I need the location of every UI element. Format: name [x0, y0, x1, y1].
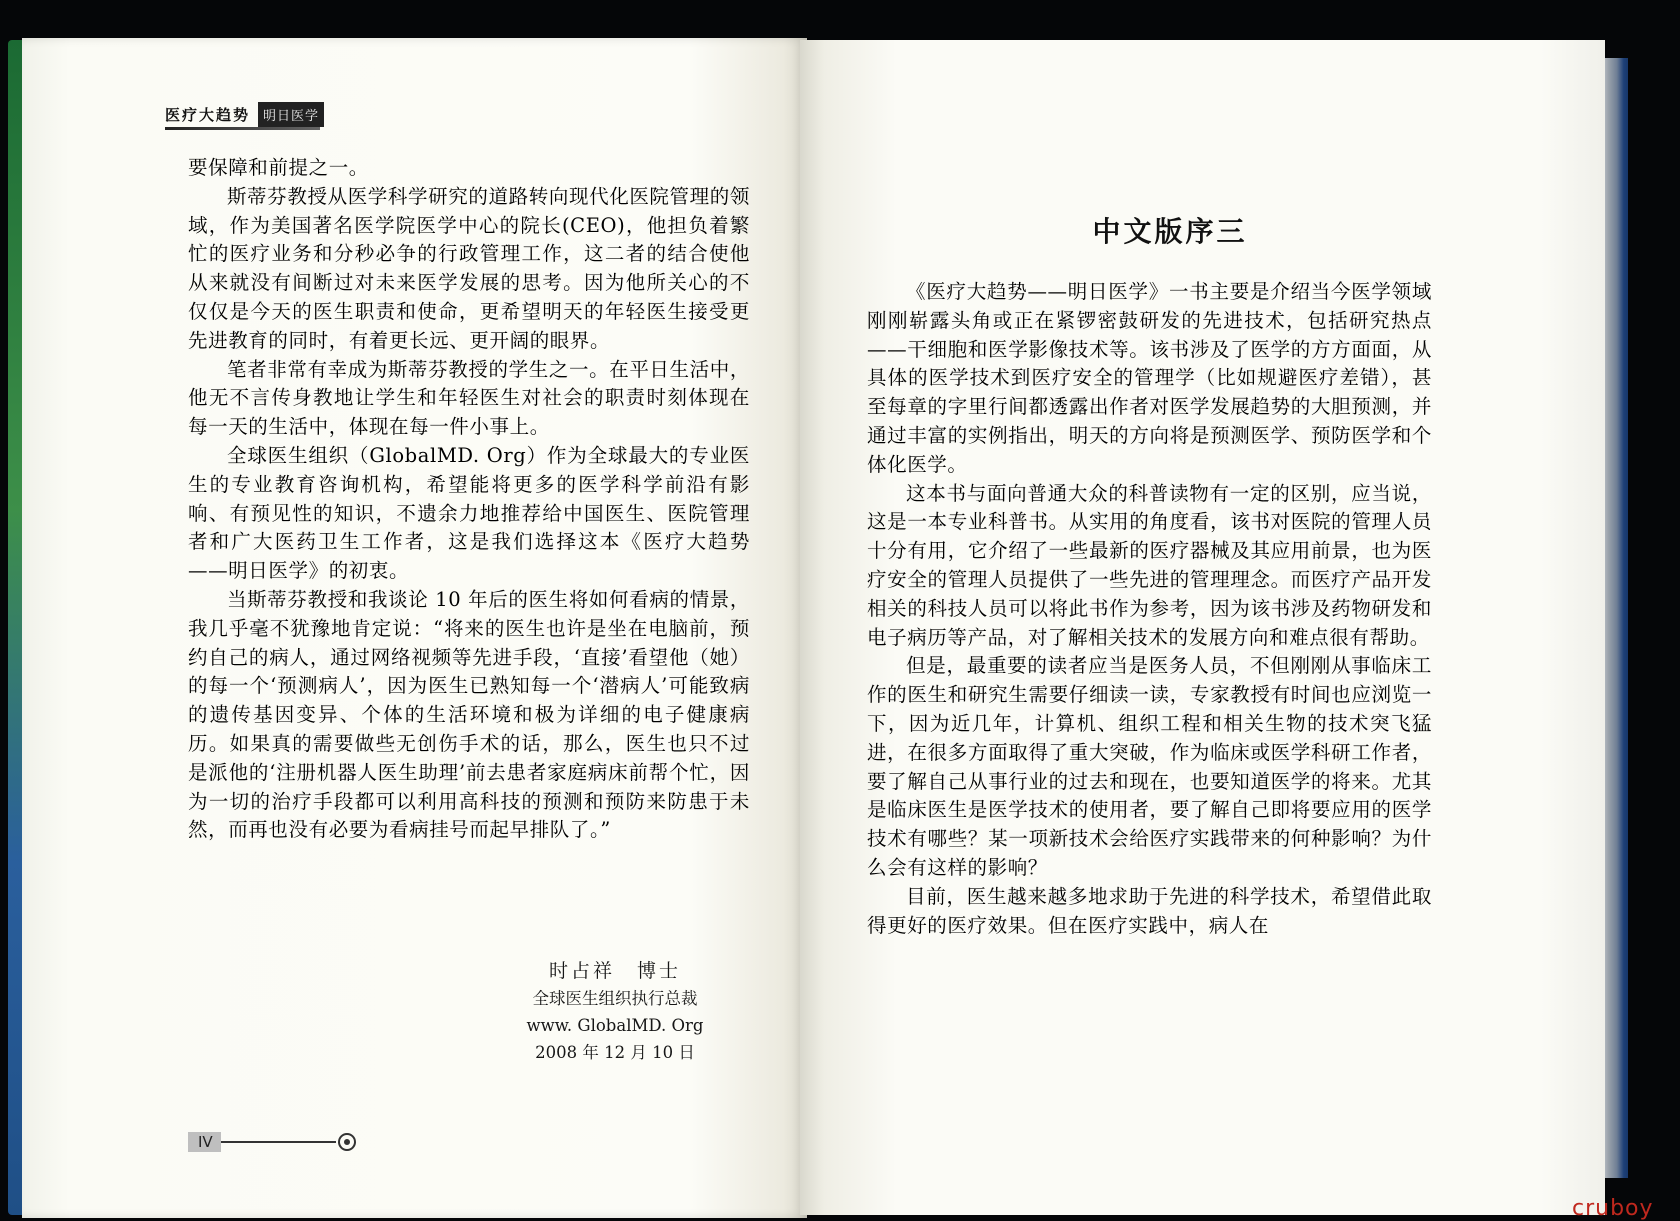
target-icon	[338, 1133, 356, 1151]
paragraph: 要保障和前提之一。	[188, 156, 369, 179]
paragraph: 当斯蒂芬教授和我谈论 10 年后的医生将如何看病的情景，我几乎毫不犹豫地肯定说：“将来的医生也许是坐在电脑前，预约自己的病人，通过网络视频等先进手段，‘直接’看望他（她）的每一个‘预测病人’，因为医生已熟知每一个‘潜病人’可能致病的遗传基因变异、个体的生活环境和极为详细的电子健康病历。如果真的需要做些无创伤手术的话，那么，医生也只不过是派他的‘注册机器人医生助理’前去患者家庭病床前帮个忙，因为一切的治疗手段都可以利用高科技的预测和预防来防患于未然，而再也没有必要为看病挂号而起早排队了。”	[188, 587, 750, 842]
signature-date: 2008 年 12 月 10 日	[535, 1043, 695, 1062]
paragraph: 笔者非常有幸成为斯蒂芬教授的学生之一。在平日生活中，他无不言传身教地让学生和年轻医生对社会的职责时刻体现在每一天的生活中，体现在每一件小事上。	[188, 357, 750, 439]
signature-name: 时占祥 博士	[548, 960, 681, 982]
folio-rule	[221, 1141, 336, 1143]
running-header	[165, 102, 324, 127]
paragraph: 《医疗大趋势——明日医学》一书主要是介绍当今医学领域刚刚崭露头角或正在紧锣密鼓研发的先进技术，包括研究热点——干细胞和医学影像技术等。该书涉及了医学的方方面面，从具体的医学技术到医疗安全的管理学（比如规避医疗差错），甚至每章的字里行间都透露出作者对医学发展趋势的大胆预测，并通过丰富的实例指出，明天的方向将是预测医学、预防医学和个体化医学。	[867, 280, 1432, 476]
chapter-title: 中文版序三	[1092, 215, 1248, 248]
paragraph: 但是，最重要的读者应当是医务人员，不但刚刚从事临床工作的医生和研究生需要仔细读一读，专家教授有时间也应浏览一下，因为近几年，计算机、组织工程和相关生物的技术突飞猛进，在很多方面取得了重大突破，作为临床或医学科研工作者，要了解自己从事行业的过去和现在，也要知道医学的将来。尤其是临床医生是医学技术的使用者，要了解自己即将要应用的医学技术有哪些？某一项新技术会给医疗实践带来的何种影响？为什么会有这样的影响？	[867, 654, 1432, 879]
watermark: cruboy	[1572, 1196, 1654, 1221]
paragraph: 这本书与面向普通大众的科普读物有一定的区别，应当说，这是一本专业科普书。从实用的角度看，该书对医院的管理人员十分有用，它介绍了一些最新的医疗器械及其应用前景，也为医疗安全的管理人员提供了一些先进的管理理念。而医疗产品开发相关的科技人员可以将此书作为参考，因为该书涉及药物研发和电子病历等产品，对了解相关技术的发展方向和难点很有帮助。	[867, 481, 1432, 649]
paragraph: 目前，医生越来越多地求助于先进的科学技术，希望借此取得更好的医疗效果。但在医疗实践中，病人在	[867, 884, 1432, 937]
paragraph: 全球医生组织（GlobalMD. Org）作为全球最大的专业医生的专业教育咨询机构，希望能将更多的医学科学前沿有影响、有预见性的知识，不遗余力地推荐给中国医生、医院管理者和广大医药卫生工作者，这是我们选择这本《医疗大趋势——明日医学》的初衷。	[188, 443, 750, 583]
signature-website: www. GlobalMD. Org	[526, 1016, 704, 1035]
header-rule	[165, 127, 320, 130]
left-page-body	[188, 154, 750, 845]
paragraph: 斯蒂芬教授从医学科学研究的道路转向现代化医院管理的领域，作为美国著名医学院医学中心的院长(CEO)，他担负着繁忙的医疗业务和分秒必争的行政管理工作，这二者的结合使他从来就没有间断过对未来医学发展的思考。因为他所关心的不仅仅是今天的医生职责和使命，更希望明天的年轻医生接受更先进教育的同时，有着更长远、更开阔的眼界。	[188, 184, 750, 352]
page-folio	[188, 1132, 356, 1152]
signature-role: 全球医生组织执行总裁	[532, 989, 698, 1008]
page-number: IV	[188, 1132, 221, 1152]
signature-block	[500, 958, 730, 1066]
running-header-title: 医疗大趋势	[165, 106, 251, 124]
running-header-tag: 明日医学	[258, 102, 324, 127]
right-page-body	[867, 278, 1432, 940]
